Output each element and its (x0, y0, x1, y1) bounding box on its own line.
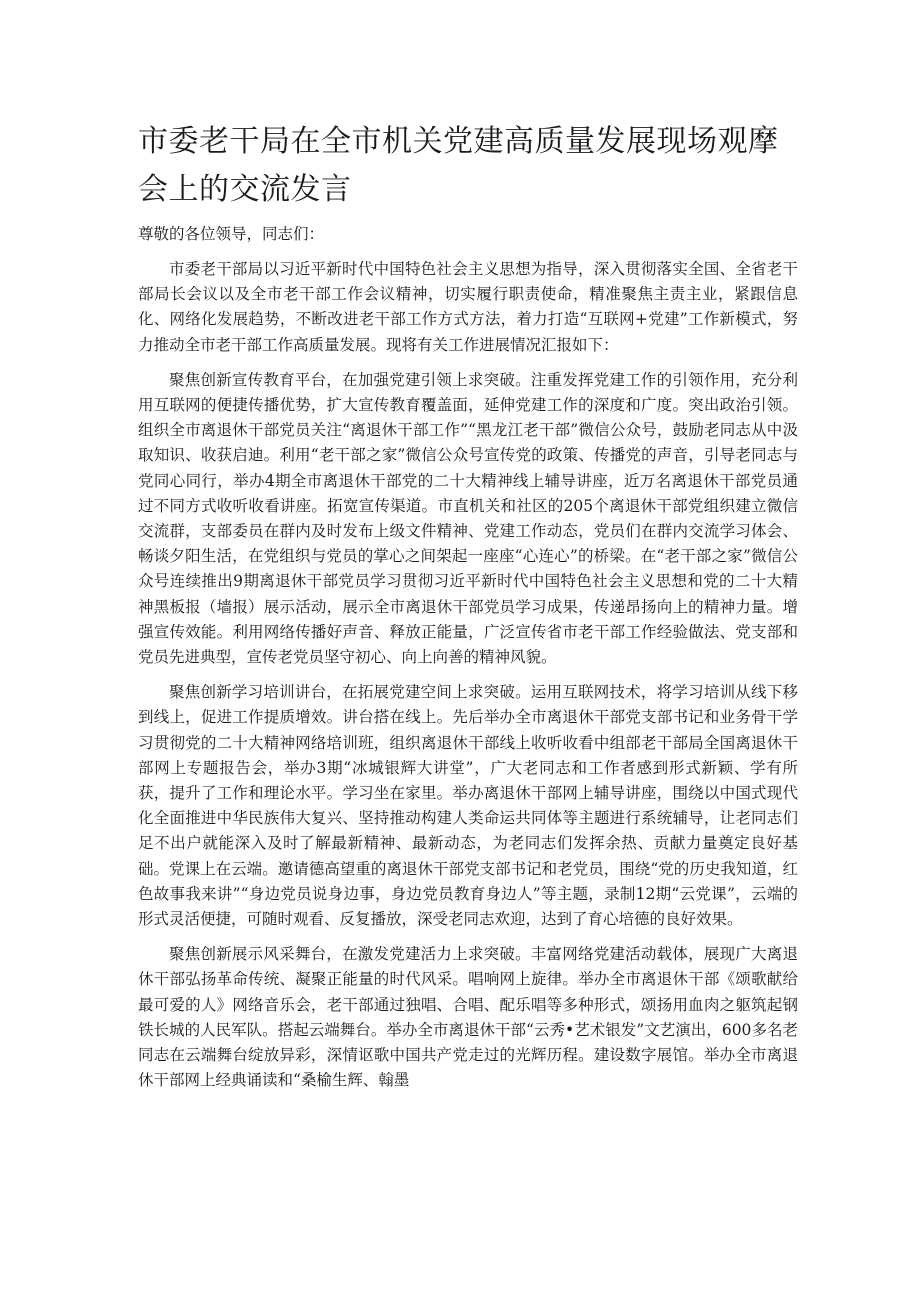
paragraph-intro: 市委老干部局以习近平新时代中国特色社会主义思想为指导，深入贯彻落实全国、全省老干部局长会议以及全市老干部工作会议精神，切实履行职责使命，精准聚焦主责主业，紧跟信息化、网络化发展趋势，不断改进老干部工作方式方法，着力打造“互联网+党建”工作新模式，努力推动全市老干部工作高质量发展。现将有关工作进展情况汇报如下： (138, 260, 798, 354)
paragraph-training-platform: 聚焦创新学习培训讲台，在拓展党建空间上求突破。运用互联网技术，将学习培训从线下移到线上，促进工作提质增效。讲台搭在线上。先后举办全市离退休干部党支部书记和业务骨干学习贯彻党的二十大精神网络培训班，组织离退休干部线上收听收看中组部老干部局全国离退休干部网上专题报告会，举办3期“冰城银辉大讲堂”，广大老同志和工作者感到形式新颖、学有所获，提升了工作和理论水平。学习坐在家里。举办离退休干部网上辅导讲座，围绕以中国式现代化全面推进中华民族伟大复兴、坚持推动构建人类命运共同体等主题进行系统辅导，让老同志们足不出户就能深入及时了解最新精神、最新动态，为老同志们发挥余热、贡献力量奠定良好基础。党课上在云端。邀请德高望重的离退休干部党支部书记和老党员，围绕“党的历史我知道，红色故事我来讲”“身边党员说身边事，身边党员教育身边人”等主题，录制12期“云党课”，云端的形式灵活便捷，可随时观看、反复播放，深受老同志欢迎，达到了育心培德的良好效果。 (138, 683, 798, 929)
document-page (138, 118, 798, 1104)
salutation: 尊敬的各位领导，同志们： (138, 225, 325, 243)
paragraph-showcase-stage: 聚焦创新展示风采舞台，在激发党建活力上求突破。丰富网络党建活动载体，展现广大离退休干部弘扬革命传统、凝聚正能量的时代风采。唱响网上旋律。举办全市离退休干部《颂歌献给最可爱的人》网络音乐会，老干部通过独唱、合唱、配乐唱等多种形式，颂扬用血肉之躯筑起钢铁长城的人民军队。搭起云端舞台。举办全市离退休干部“云秀•艺术银发”文艺演出，600多名老同志在云端舞台绽放异彩，深情讴歌中国共产党走过的光辉历程。建设数字展馆。举办全市离退休干部网上经典诵读和“桑榆生辉、翰墨 (138, 945, 798, 1090)
document-title: 市委老干局在全市机关党建高质量发展现场观摩会上的交流发言 (138, 124, 779, 207)
paragraph-publicity-platform: 聚焦创新宣传教育平台，在加强党建引领上求突破。注重发挥党建工作的引领作用，充分利用互联网的便捷传播优势，扩大宣传教育覆盖面，延伸党建工作的深度和广度。突出政治引领。组织全市离退休干部党员关注“离退休干部工作”“黑龙江老干部”微信公众号，鼓励老同志从中汲取知识、收获启迪。利用“老干部之家”微信公众号宣传党的政策、传播党的声音，引导老同志与党同心同行，举办4期全市离退休干部党的二十大精神线上辅导讲座，近万名离退休干部党员通过不同方式收听收看讲座。拓宽宣传渠道。市直机关和社区的205个离退休干部党组织建立微信交流群，支部委员在群内及时发布上级文件精神、党建工作动态，党员们在群内交流学习体会、畅谈夕阳生活，在党组织与党员的掌心之间架起一座座“心连心”的桥梁。在“老干部之家”微信公众号连续推出9期离退休干部党员学习贯彻习近平新时代中国特色社会主义思想和党的二十大精神黑板报（墙报）展示活动，展示全市离退休干部党员学习成果，传递昂扬向上的精神力量。增强宣传效能。利用网络传播好声音、释放正能量，广泛宣传省市老干部工作经验做法、党支部和党员先进典型，宣传老党员坚守初心、向上向善的精神风貌。 (138, 370, 798, 667)
